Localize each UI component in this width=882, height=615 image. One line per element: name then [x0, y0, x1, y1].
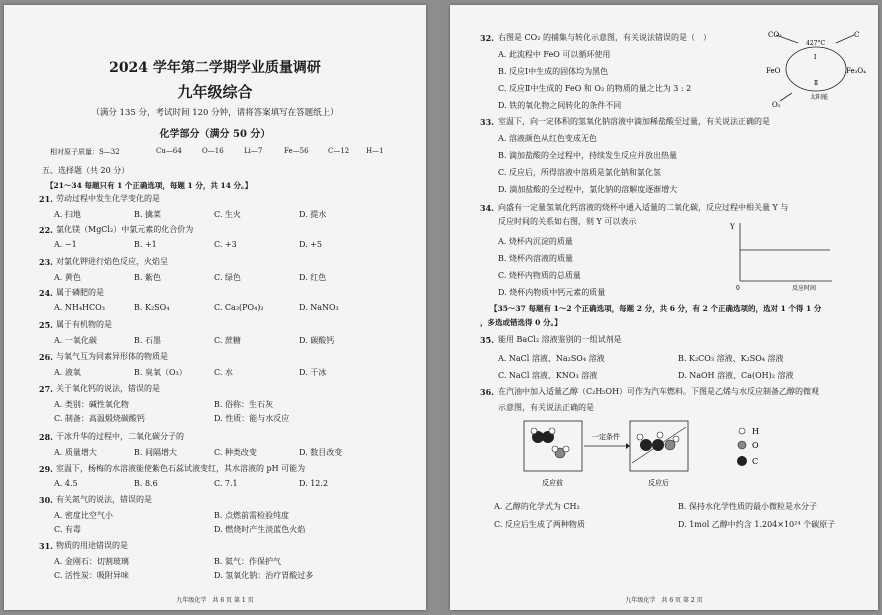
- answer-option: A. 扫地: [54, 210, 81, 219]
- question-number: 23.: [39, 257, 53, 267]
- question-stem-continued: 示意图，有关说法正确的是: [498, 403, 594, 412]
- graph-x-label: 反应时间: [792, 285, 817, 292]
- atomic-mass-s: 相对原子质量：S—32: [50, 148, 120, 156]
- molecule-before: [531, 428, 569, 458]
- cycle-reaction-2: Ⅱ: [814, 80, 819, 87]
- answer-option: D. 1mol 乙醇中约含 1.204×10²⁴ 个碳原子: [678, 520, 836, 529]
- atomic-mass-o: O—16: [202, 147, 224, 155]
- question-stem: 氯化镁（MgCl₂）中氯元素的化合价为: [56, 225, 194, 234]
- question-stem: 室温下，杨梅的水溶液能使紫色石蕊试液变红，其水溶液的 pH 可能为: [56, 464, 306, 473]
- answer-option: D. 数目改变: [299, 448, 343, 457]
- question-stem-continued: 反应时间的关系如右图，则 Y 可以表示: [498, 217, 637, 226]
- answer-option: A. 金刚石：切割玻璃: [54, 557, 129, 566]
- graph-y-label: Y: [730, 223, 735, 231]
- answer-option: B. 石墨: [134, 336, 161, 345]
- question-stem: 在汽油中加入适量乙醇（C₂H₅OH）可作为汽车燃料。下图是乙烯与水反应制备乙醇的微观: [498, 387, 820, 396]
- question-number: 35.: [480, 335, 494, 345]
- question-number: 33.: [480, 117, 494, 127]
- question-stem: 向盛有一定量氢氧化钙溶液的烧杯中通入适量的二氧化碳，反应过程中相关量 Y 与: [498, 203, 789, 212]
- question-stem: 能用 BaCl₂ 溶液鉴别的一组试剂是: [498, 335, 622, 344]
- answer-option: B. +1: [134, 240, 157, 249]
- atomic-mass-li: Li—7: [244, 147, 263, 155]
- page-footer: 九年级化学 共 6 页 第 1 页: [176, 597, 254, 604]
- question-stem: 右图是 CO₂ 的捕集与转化示意图，有关说法错误的是（ ）: [498, 33, 711, 42]
- question-stem: 有关氮气的说法，错误的是: [56, 495, 152, 504]
- answer-option: C. 生火: [214, 210, 241, 219]
- atomic-mass-h: H—1: [366, 147, 384, 155]
- answer-option: B. 紫色: [134, 273, 161, 282]
- exam-page-1: [4, 5, 426, 610]
- answer-option: D. +5: [299, 240, 323, 249]
- answer-option: D. 红色: [299, 273, 327, 282]
- part-five-heading: 五、选择题（共 20 分）: [42, 166, 130, 175]
- answer-option: D. 氢氧化钠：治疗胃酸过多: [214, 571, 314, 580]
- micro-reaction-diagram: [520, 419, 820, 491]
- answer-option: D. 12.2: [299, 479, 329, 488]
- answer-option: A. −1: [54, 240, 77, 249]
- answer-option: B. K₂CO₃ 溶液、K₂SO₄ 溶液: [678, 354, 784, 363]
- answer-option: A. 烧杯内沉淀的质量: [498, 237, 573, 246]
- answer-option: C. Ca₃(PO₄)₂: [214, 303, 264, 312]
- answer-option: B. 间隔增大: [134, 448, 177, 457]
- answer-option: A. NH₄HCO₃: [54, 303, 105, 312]
- legend-o: O: [752, 441, 759, 450]
- page-footer: 九年级化学 共 6 页 第 2 页: [625, 597, 703, 604]
- answer-option: D. 滴加盐酸的全过程中，氯化钠的溶解度逐渐增大: [498, 185, 678, 194]
- question-number: 24.: [39, 288, 53, 298]
- question-number: 21.: [39, 194, 53, 204]
- question-stem: 属于有机物的是: [56, 320, 112, 329]
- answer-option: B. 擒菜: [134, 210, 161, 219]
- legend-h: H: [752, 427, 759, 436]
- question-stem: 室温下，向一定体积的氢氧化钠溶液中滴加稀盐酸至过量，有关说法正确的是: [498, 117, 770, 126]
- atomic-mass-c: C—12: [328, 147, 350, 155]
- micro-before-label: 反应前: [542, 479, 563, 487]
- cycle-temp: 427°C: [806, 40, 826, 47]
- answer-option: C. 蔗糖: [214, 336, 241, 345]
- answer-option: B. 8.6: [134, 479, 158, 488]
- q34-graph: [728, 217, 838, 293]
- answer-option: C. 反应Ⅱ中生成的 FeO 和 O₂ 的物质的量之比为 3 : 2: [498, 84, 692, 93]
- answer-option: A. 类别：碱性氧化物: [54, 400, 129, 409]
- answer-option: B. 保持水化学性质的最小微粒是水分子: [678, 502, 817, 511]
- answer-option: B. 烧杯内溶液的质量: [498, 254, 573, 263]
- question-number: 32.: [480, 33, 494, 43]
- co2-cycle-diagram: [766, 29, 870, 109]
- cycle-reaction-1: Ⅰ: [814, 54, 817, 61]
- question-number: 36.: [480, 387, 494, 397]
- cycle-feo: FeO: [766, 67, 781, 75]
- question-number: 30.: [39, 495, 53, 505]
- answer-option: D. 烧杯内物质中钙元素的质量: [498, 288, 606, 297]
- note-multi-choice-continued: ，多选或错选得 0 分。】: [480, 318, 562, 327]
- atomic-mass-cu: Cu—64: [156, 147, 182, 155]
- answer-option: A. 溶液颜色从红色变成无色: [498, 134, 597, 143]
- question-stem: 与氧气互为同素异形体的物质是: [56, 352, 168, 361]
- section-title: 化学部分（满分 50 分）: [159, 129, 271, 140]
- legend-c: C: [752, 457, 759, 466]
- graph-origin: 0: [736, 285, 740, 292]
- answer-option: D. 燃烧时产生淡蓝色火焰: [214, 525, 306, 534]
- question-stem: 属于磷肥的是: [56, 288, 104, 297]
- exam-instructions: （满分 135 分，考试时间 120 分钟，请将答案填写在答题纸上）: [91, 108, 339, 118]
- answer-option: C. 制备：高温煅烧碳酸钙: [54, 414, 145, 423]
- cycle-c: C: [854, 31, 860, 39]
- answer-option: D. 性质：能与水反应: [214, 414, 290, 423]
- answer-option: A. 黄色: [54, 273, 81, 282]
- question-number: 34.: [480, 203, 494, 213]
- answer-option: B. 点燃前需检验纯度: [214, 511, 289, 520]
- answer-option: B. 氦气：作保护气: [214, 557, 281, 566]
- answer-option: C. 种类改变: [214, 448, 257, 457]
- answer-option: D. NaOH 溶液、Ca(OH)₂ 溶液: [678, 371, 794, 380]
- exam-title: 2024 学年第二学期学业质量调研: [109, 60, 321, 76]
- answer-option: B. 俗称：生石灰: [214, 400, 273, 409]
- answer-option: D. 提水: [299, 210, 327, 219]
- note-single-choice: 【21～34 每题只有 1 个正确选项，每题 1 分，共 14 分。】: [46, 181, 253, 190]
- cycle-fe3o4: Fe₃O₄: [846, 67, 866, 75]
- answer-option: C. 烧杯内物质的总质量: [498, 271, 581, 280]
- question-stem: 干冰升华的过程中，二氧化碳分子的: [56, 432, 184, 441]
- answer-option: D. NaNO₃: [299, 303, 339, 312]
- answer-option: C. +3: [214, 240, 237, 249]
- question-number: 31.: [39, 541, 53, 551]
- question-number: 29.: [39, 464, 53, 474]
- answer-option: C. 有毒: [54, 525, 81, 534]
- answer-option: B. 滴加盐酸的全过程中，持续发生反应并放出热量: [498, 151, 677, 160]
- answer-option: B. 反应Ⅰ中生成的固体均为黑色: [498, 67, 609, 76]
- answer-option: A. NaCl 溶液、Na₂SO₄ 溶液: [498, 354, 605, 363]
- answer-option: B. K₂SO₄: [134, 303, 170, 312]
- answer-option: A. 此流程中 FeO 可以循环使用: [498, 50, 611, 59]
- answer-option: B. 臭氧（O₃）: [134, 368, 187, 377]
- answer-option: A. 密度比空气小: [54, 511, 113, 520]
- answer-option: A. 4.5: [54, 479, 78, 488]
- exam-subtitle: 九年级综合: [177, 83, 253, 101]
- answer-option: C. 活性炭：吸附异味: [54, 571, 129, 580]
- question-number: 25.: [39, 320, 53, 330]
- molecule-after: [632, 427, 686, 463]
- question-stem: 物质的用途错误的是: [56, 541, 128, 550]
- answer-option: A. 质量增大: [54, 448, 97, 457]
- micro-condition: 一定条件: [592, 433, 620, 441]
- question-stem: 劳动过程中发生化学变化的是: [56, 194, 160, 203]
- answer-option: C. NaCl 溶液、KNO₃ 溶液: [498, 371, 598, 380]
- micro-after-label: 反应后: [648, 479, 669, 487]
- exam-page-2: [450, 5, 878, 610]
- question-stem: 关于氧化钙的说法，错误的是: [56, 384, 160, 393]
- answer-option: C. 7.1: [214, 479, 238, 488]
- note-multi-choice: 【35～37 每题有 1～2 个正确选项，每题 2 分，共 6 分，有 2 个正确选项的，选对 1 个得 1 分: [490, 304, 822, 313]
- question-number: 28.: [39, 432, 53, 442]
- answer-option: C. 绿色: [214, 273, 241, 282]
- answer-option: A. 一氧化碳: [54, 336, 97, 345]
- atomic-mass-fe: Fe—56: [284, 147, 309, 155]
- answer-option: D. 干冰: [299, 368, 327, 377]
- cycle-o2: O₂: [772, 101, 781, 109]
- question-number: 27.: [39, 384, 53, 394]
- question-stem: 对氯化钾进行焰色反应，火焰呈: [56, 257, 168, 266]
- answer-option: C. 水: [214, 368, 233, 377]
- answer-option: D. 铁的氧化物之间转化的条件不同: [498, 101, 622, 110]
- cycle-sun: 太阳能: [810, 94, 829, 101]
- answer-option: C. 反应后生成了两种物质: [494, 520, 585, 529]
- answer-option: C. 反应后，所得溶液中溶质是氯化钠和氯化氢: [498, 168, 661, 177]
- cycle-co2: CO₂: [768, 31, 782, 39]
- answer-option: A. 乙醇的化学式为 CH₂: [494, 502, 580, 511]
- question-number: 26.: [39, 352, 53, 362]
- answer-option: D. 碳酸钙: [299, 336, 335, 345]
- question-number: 22.: [39, 225, 53, 235]
- answer-option: A. 液氧: [54, 368, 81, 377]
